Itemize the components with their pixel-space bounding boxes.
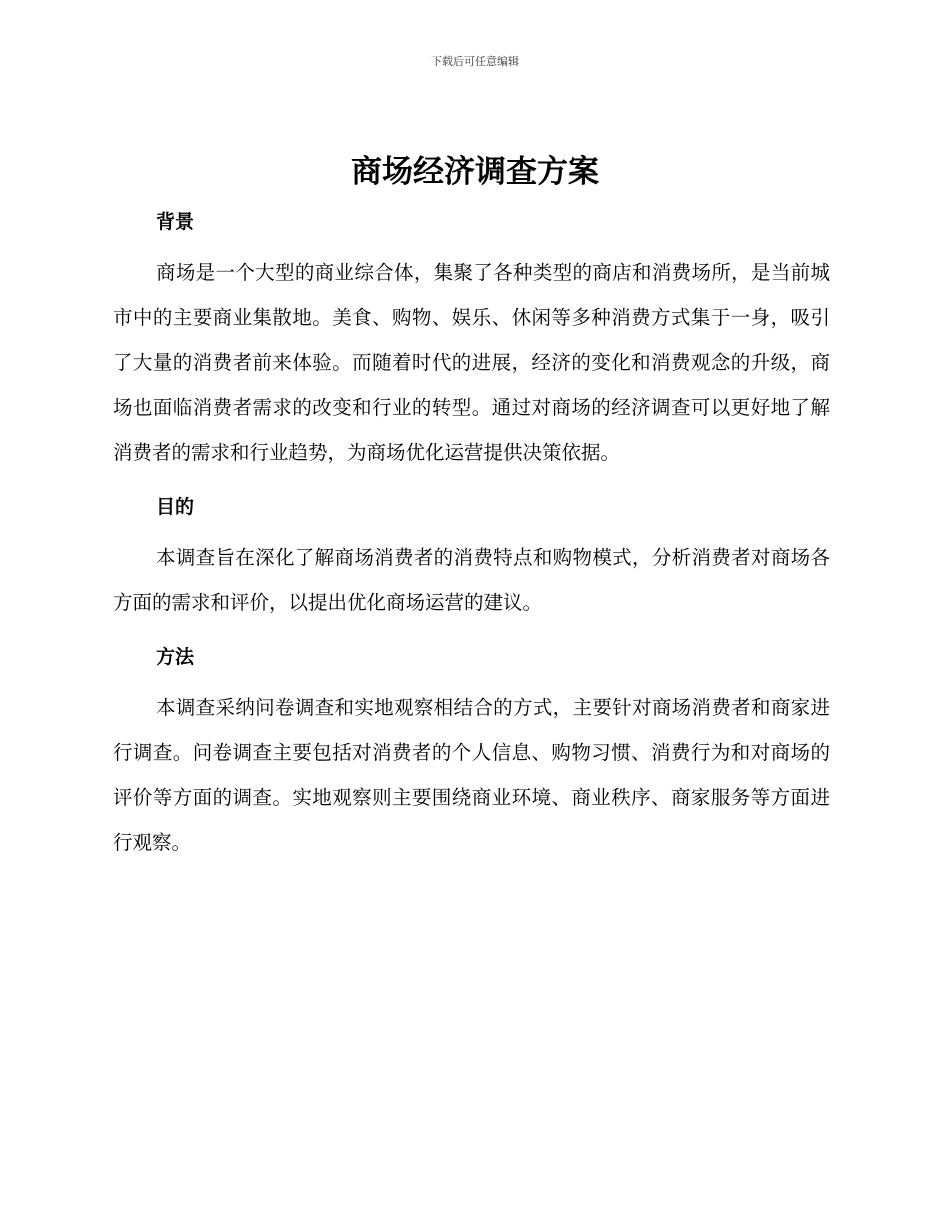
section-heading-purpose: 目的 (156, 496, 195, 518)
section-purpose (113, 487, 830, 625)
section-method (113, 637, 830, 865)
section-paragraph-purpose: 本调查旨在深化了解商场消费者的消费特点和购物模式，分析消费者对商场各方面的需求和评价，以提出优化商场运营的建议。 (113, 546, 830, 614)
document-body (113, 202, 830, 877)
section-heading-background: 背景 (156, 211, 195, 233)
section-paragraph-background: 商场是一个大型的商业综合体，集聚了各种类型的商店和消费场所，是当前城市中的主要商业集散地。美食、购物、娱乐、休闲等多种消费方式集于一身，吸引了大量的消费者前来体验。而随着时代的进展，经济的变化和消费观念的升级，商场也面临消费者需求的改变和行业的转型。通过对商场的经济调查可以更好地了解消费者的需求和行业趋势，为商场优化运营提供决策依据。 (113, 261, 830, 464)
page-header-note: 下载后可任意编辑 (431, 55, 519, 68)
section-background (113, 202, 830, 475)
section-paragraph-method: 本调查采纳问卷调查和实地观察相结合的方式，主要针对商场消费者和商家进行调查。问卷调查主要包括对消费者的个人信息、购物习惯、消费行为和对商场的评价等方面的调查。实地观察则主要围绕商业环境、商业秩序、商家服务等方面进行观察。 (113, 696, 830, 854)
document-title: 商场经济调查方案 (351, 154, 599, 190)
section-heading-method: 方法 (156, 646, 195, 668)
